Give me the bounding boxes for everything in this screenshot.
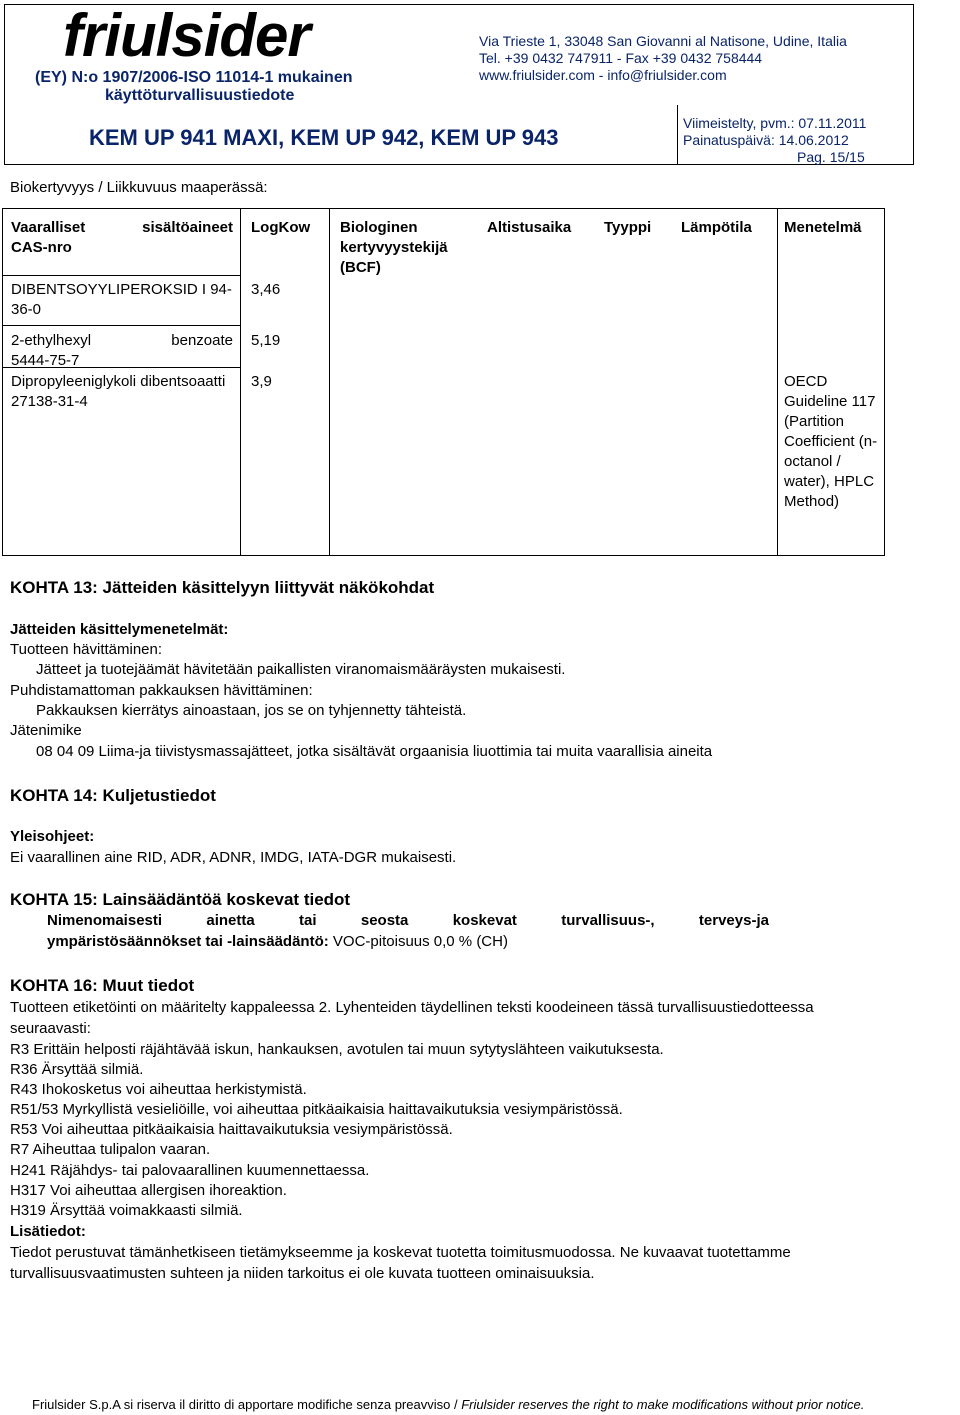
cell-logkow: 3,46 (251, 281, 281, 298)
col-header-type: Tyyppi (604, 219, 652, 236)
table-divider (3, 275, 240, 276)
cell-method: OECD Guideline 117 (Partition Coefficient (n-octanol / water), HPLC Method) (784, 373, 878, 510)
cell-logkow: 5,19 (251, 332, 281, 349)
page-number: Pag. 15/15 (797, 149, 865, 165)
regulation-word: tai (299, 912, 317, 929)
table-divider (777, 209, 778, 555)
cell-substance: Dipropyleeniglykoli dibentsoaatti 27138-31-4 (11, 373, 226, 410)
company-logo: friulsider (63, 2, 310, 69)
waste-name-text: 08 04 09 Liima-ja tiivistysmassajätteet, jotka sisältävät orgaanisia liuottimia tai muita vaarallisia aineita (36, 743, 713, 760)
regulation-word: koskevat (452, 912, 517, 929)
transport-general-text: Ei vaarallinen aine RID, ADR, ADNR, IMDG, IATA-DGR mukaisesti. (10, 849, 457, 866)
table-divider (329, 209, 330, 555)
phrase-r43: R43 Ihokosketus voi aiheuttaa herkistymistä. (10, 1081, 307, 1098)
regulation-label: ympäristösäännökset tai -lainsäädäntö: (47, 933, 329, 950)
header-divider (677, 105, 678, 165)
regulation-word: seosta (360, 912, 409, 929)
section-16-title: KOHTA 16: Muut tiedot (10, 976, 195, 995)
table-divider (3, 325, 240, 326)
section-15-title: KOHTA 15: Lainsäädäntöä koskevat tiedot (10, 890, 351, 909)
other-info-intro: Tuotteen etiketöinti on määritelty kappaleessa 2. Lyhenteiden täydellinen teksti koodeineen tässä turvallisuustiedotteessa (10, 999, 814, 1016)
regulation-word: turvallisuus-, (561, 912, 655, 929)
voc-content: VOC-pitoisuus 0,0 % (CH) (332, 933, 508, 950)
packaging-disposal-label: Puhdistamattoman pakkauksen hävittäminen: (10, 682, 313, 699)
phrase-r53: R53 Voi aiheuttaa pitkäaikaisia haittavaikutuksia vesiympäristössä. (10, 1121, 453, 1138)
phrase-h317: H317 Voi aiheuttaa allergisen ihoreaktion. (10, 1182, 287, 1199)
other-info-intro-cont: seuraavasti: (10, 1020, 91, 1037)
voc-line (47, 931, 508, 952)
phrase-h319: H319 Ärsyttää voimakkaasti silmiä. (10, 1202, 243, 1219)
waste-name-label: Jätenimike (10, 722, 82, 739)
phrase-r3: R3 Erittäin helposti räjähtävää iskun, hankauksen, avotulen tai muun sytytyslähteen vaikutuksesta. (10, 1041, 664, 1058)
page-footer (32, 1397, 864, 1412)
col-header-word: sisältöaineet (142, 219, 233, 236)
cell-logkow: 3,9 (251, 373, 272, 390)
section-13-title: KOHTA 13: Jätteiden käsittelyyn liittyvät näkökohdat (10, 578, 435, 597)
col-header-logkow: LogKow (251, 219, 311, 236)
col-header-method: Menetelmä (784, 219, 862, 236)
web-line: www.friulsider.com - info@friulsider.com (479, 67, 727, 83)
section-14-title: KOHTA 14: Kuljetustiedot (10, 786, 216, 805)
col-header-cas: CAS-nro (11, 239, 72, 256)
company-address (479, 33, 847, 84)
regulation-word: terveys-ja (698, 912, 769, 929)
phrase-r51-53: R51/53 Myrkyllistä vesieliöille, voi aiheuttaa pitkäaikaisia haittavaikutuksia vesiympäristössä. (10, 1101, 623, 1118)
revision-date: Viimeistelty, pvm.: 07.11.2011 (683, 115, 867, 131)
phone-line: Tel. +39 0432 747911 - Fax +39 0432 758444 (479, 50, 763, 66)
print-date: Painatuspäivä: 14.06.2012 (683, 132, 849, 148)
document-type: käyttöturvallisuustiedote (105, 87, 295, 104)
cell-substance: DIBENTSOYYLIPEROKSID I 94-36-0 (11, 281, 232, 318)
substance-word: 2-ethylhexyl (11, 332, 92, 349)
col-header-bcf: Biologinen kertyvyystekijä (BCF) (340, 219, 448, 276)
transport-general-label: Yleisohjeet: (10, 828, 95, 845)
phrase-h241: H241 Räjähdys- tai palovaarallinen kuumennettaessa. (10, 1162, 370, 1179)
substance-cas: 5444-75-7 (11, 352, 80, 369)
bioaccumulation-table (2, 208, 885, 556)
col-header-word: Vaaralliset (11, 219, 86, 236)
table-divider (240, 209, 241, 555)
col-header-exposure: Altistusaika (487, 219, 572, 236)
product-disposal-label: Tuotteen hävittäminen: (10, 641, 163, 658)
product-name: KEM UP 941 MAXI, KEM UP 942, KEM UP 943 (89, 125, 559, 150)
col-header-substance (11, 218, 233, 258)
regulation-line: (EY) N:o 1907/2006-ISO 11014-1 mukainen (35, 69, 353, 86)
waste-methods-label: Jätteiden käsittelymenetelmät: (10, 621, 229, 638)
cell-substance (11, 331, 233, 371)
additional-info-text: Tiedot perustuvat tämänhetkiseen tietämykseemme ja koskevat tuotetta toimitusmuodossa. Ne kuvaavat tuotettamme (10, 1244, 791, 1261)
regulation-word: ainetta (206, 912, 255, 929)
regulation-word: Nimenomaisesti (47, 912, 163, 929)
product-disposal-text: Jätteet ja tuotejäämät hävitetään paikallisten viranomaismääräysten mukaisesti. (36, 661, 566, 678)
bio-heading: Biokertyvyys / Liikkuvuus maaperässä: (10, 179, 268, 196)
address-line: Via Trieste 1, 33048 San Giovanni al Natisone, Udine, Italia (479, 33, 847, 49)
col-header-temperature: Lämpötila (681, 219, 752, 236)
footer-english: Friulsider reserves the right to make modifications without prior notice. (461, 1397, 865, 1412)
phrase-r36: R36 Ärsyttää silmiä. (10, 1061, 144, 1078)
document-header (4, 4, 914, 165)
additional-info-text-cont: turvallisuusvaatimusten suhteen ja niiden tarkoitus ei ole kuvata tuotteen ominaisuuksia. (10, 1265, 595, 1282)
regulation-line (47, 910, 769, 931)
additional-info-label: Lisätiedot: (10, 1223, 86, 1240)
phrase-r7: R7 Aiheuttaa tulipalon vaaran. (10, 1141, 211, 1158)
substance-word: benzoate (171, 332, 233, 349)
document-dates (683, 115, 866, 166)
footer-italian: Friulsider S.p.A si riserva il diritto di apportare modifiche senza preavviso / (32, 1397, 458, 1412)
packaging-disposal-text: Pakkauksen kierrätys ainoastaan, jos se on tyhjennetty tähteistä. (36, 702, 467, 719)
